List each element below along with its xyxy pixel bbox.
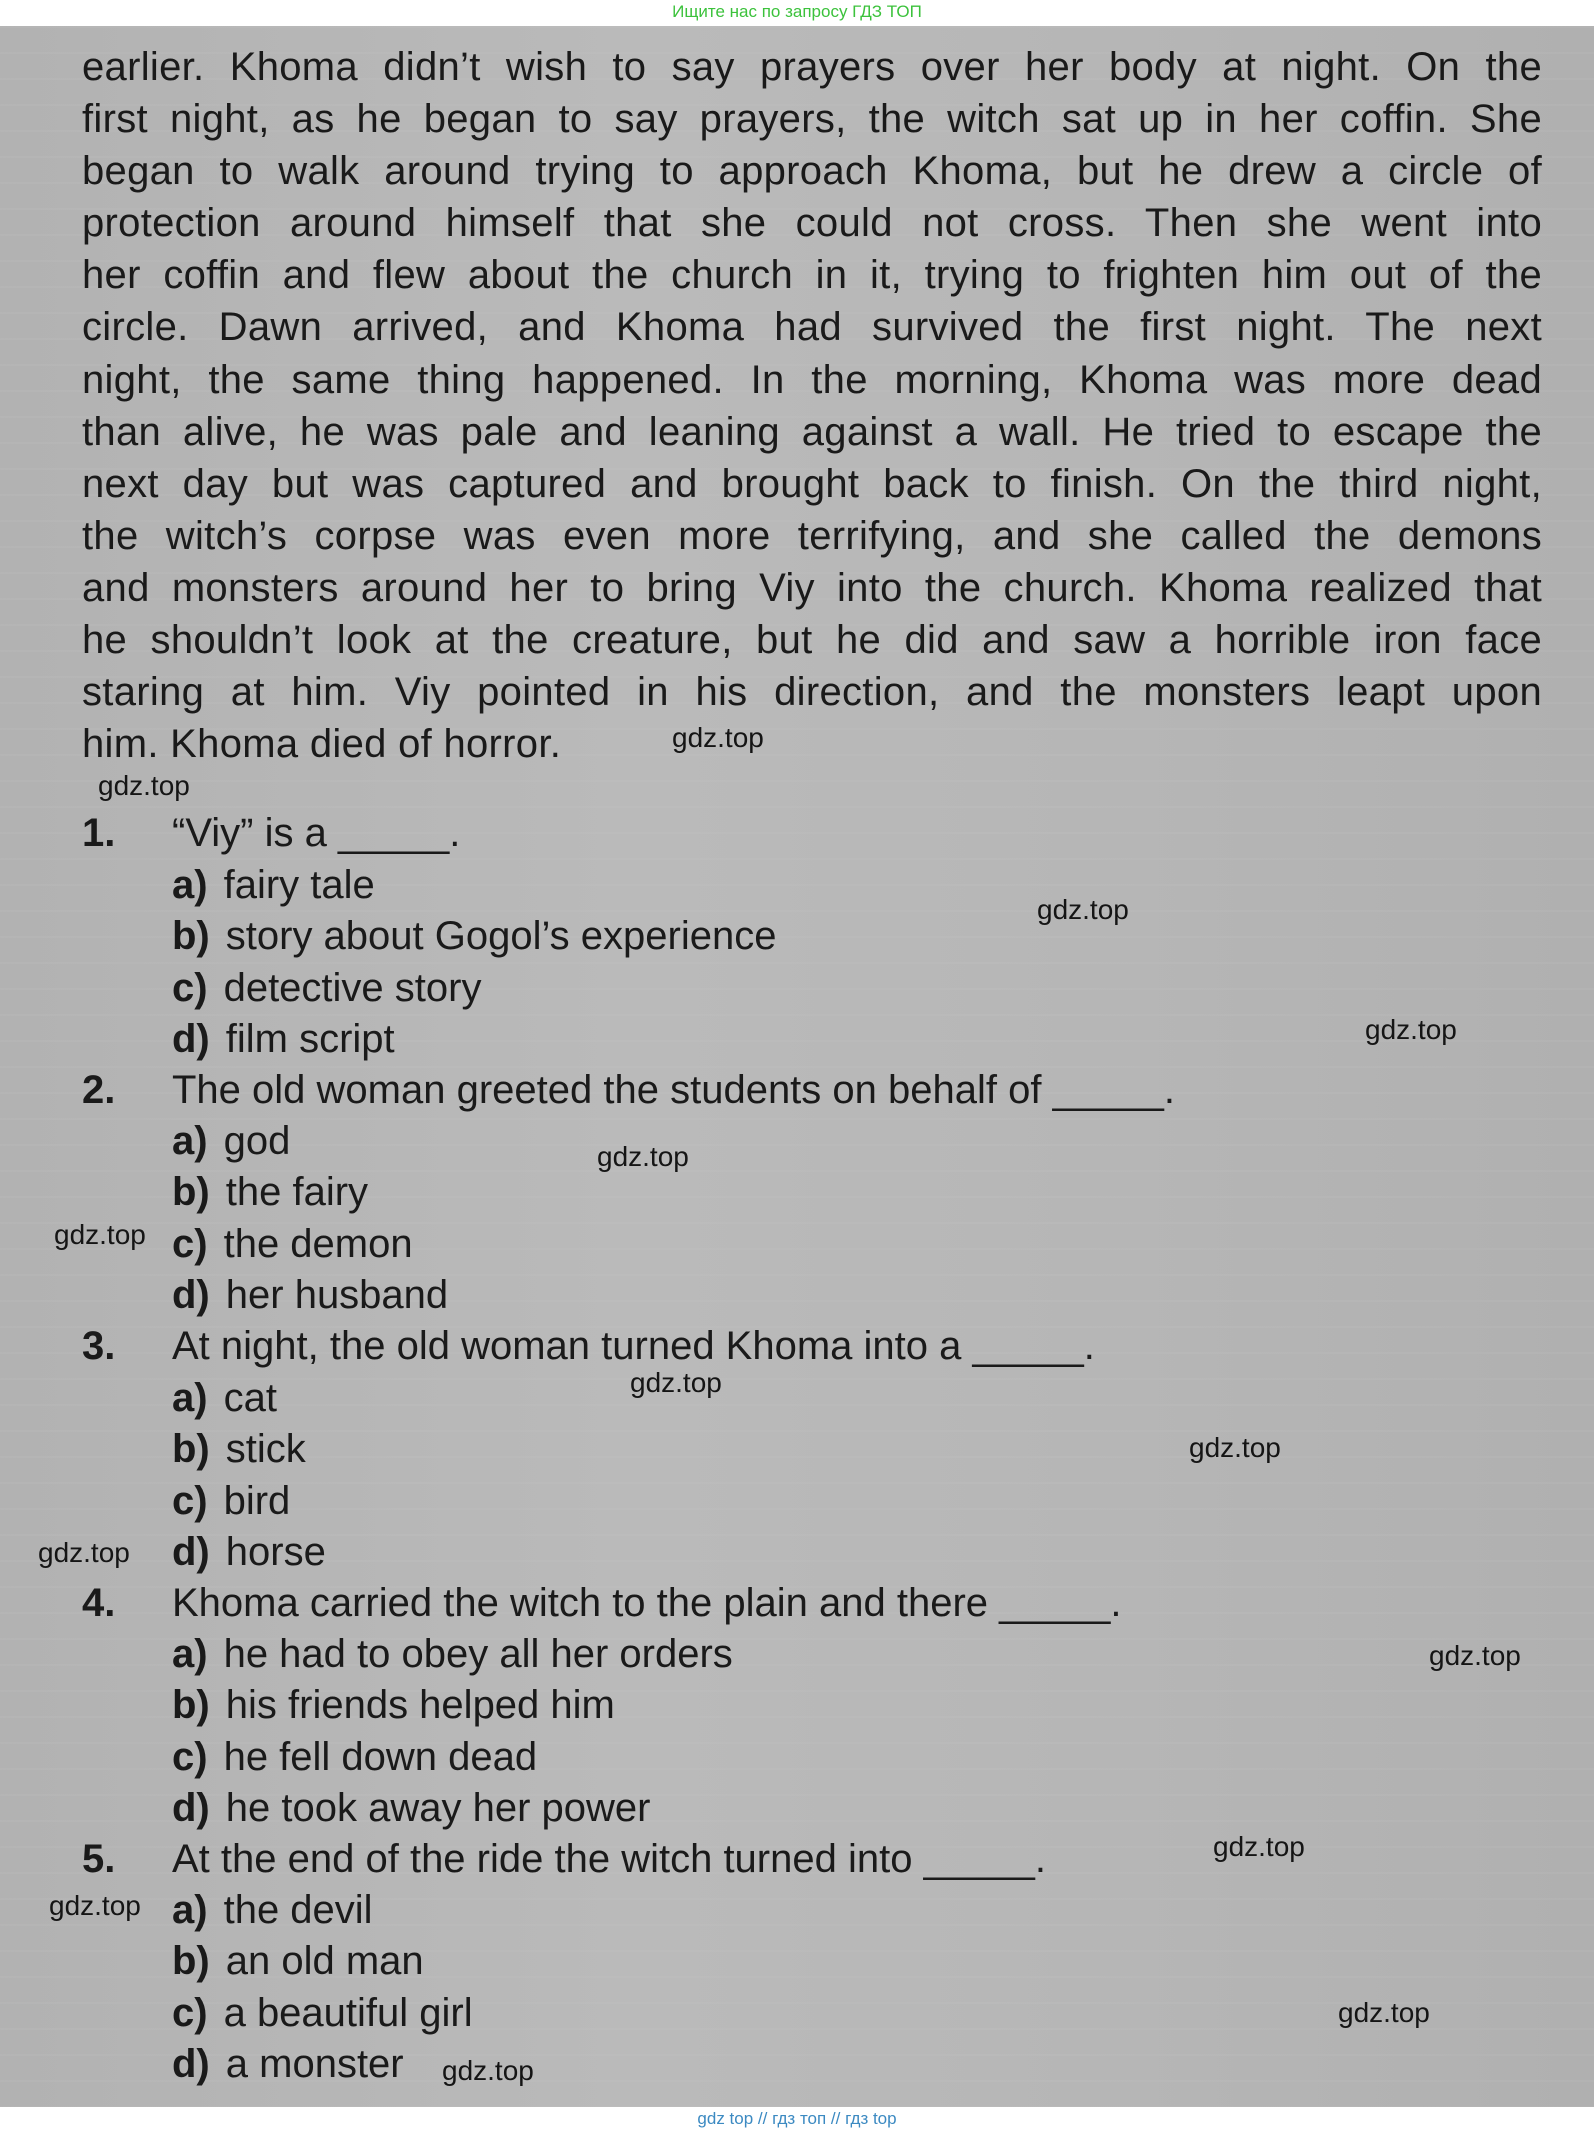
passage-line: circle. Dawn arrived, and Khoma had survived the first night. The next (82, 305, 1542, 350)
option-2b[interactable]: b) the fairy (172, 1170, 369, 1214)
question-text: “Viy” is a _____. (172, 811, 461, 855)
option-4a[interactable]: a) he had to obey all her orders (172, 1632, 733, 1676)
passage (82, 41, 1542, 770)
passage-line: her coffin and flew about the church in it, trying to frighten him out of the (82, 253, 1542, 298)
watermark: gdz.top (442, 2055, 534, 2086)
passage-line: staring at him. Viy pointed in his direction, and the monsters leapt upon (82, 670, 1542, 715)
option-1a[interactable]: a) fairy tale (172, 863, 375, 907)
passage-line: began to walk around trying to approach Khoma, but he drew a circle of (82, 149, 1542, 194)
passage-line: than alive, he was pale and leaning against a wall. He tried to escape the (82, 409, 1542, 454)
watermark: gdz.top (49, 1890, 141, 1921)
top-banner[interactable]: Ищите нас по запросу ГДЗ ТОП (0, 0, 1594, 26)
option-3c[interactable]: c) bird (172, 1479, 291, 1523)
watermark: gdz.top (54, 1219, 146, 1250)
passage-line: night, the same thing happened. In the morning, Khoma was more dead (82, 357, 1542, 402)
passage-line: next day but was captured and brought back to finish. On the third night, (82, 461, 1542, 506)
passage-line: he shouldn’t look at the creature, but he did and saw a horrible iron face (82, 618, 1542, 663)
question-text: The old woman greeted the students on behalf of _____. (172, 1068, 1175, 1112)
passage-line: first night, as he began to say prayers, the witch sat up in her coffin. She (82, 97, 1542, 142)
watermark: gdz.top (1365, 1014, 1457, 1045)
passage-line: the witch’s corpse was even more terrifying, and she called the demons (82, 513, 1542, 558)
watermark: gdz.top (1189, 1432, 1281, 1463)
option-1d[interactable]: d) film script (172, 1017, 395, 1061)
question-text: At night, the old woman turned Khoma into a _____. (172, 1324, 1095, 1368)
watermark: gdz.top (630, 1367, 722, 1398)
option-4b[interactable]: b) his friends helped him (172, 1683, 615, 1727)
option-2a[interactable]: a) god (172, 1119, 291, 1163)
option-1b[interactable]: b) story about Gogol’s experience (172, 914, 777, 958)
watermark: gdz.top (597, 1141, 689, 1172)
question-number: 2. (82, 1068, 116, 1112)
scanned-page (0, 26, 1594, 2107)
option-5d[interactable]: d) a monster (172, 2042, 404, 2086)
question-number: 1. (82, 811, 116, 855)
option-5c[interactable]: c) a beautiful girl (172, 1991, 473, 2035)
watermark: gdz.top (672, 722, 764, 753)
option-3d[interactable]: d) horse (172, 1530, 326, 1574)
bottom-banner[interactable]: gdz top // гдз топ // гдз top (0, 2107, 1594, 2131)
passage-line: protection around himself that she could not cross. Then she went into (82, 201, 1542, 246)
watermark: gdz.top (98, 770, 190, 801)
option-3a[interactable]: a) cat (172, 1376, 277, 1420)
option-4c[interactable]: c) he fell down dead (172, 1735, 538, 1779)
watermark: gdz.top (1338, 1997, 1430, 2028)
question-text: Khoma carried the witch to the plain and there _____. (172, 1581, 1122, 1625)
option-5a[interactable]: a) the devil (172, 1888, 373, 1932)
option-1c[interactable]: c) detective story (172, 966, 482, 1010)
passage-line: him. Khoma died of horror. (82, 722, 562, 767)
watermark: gdz.top (38, 1537, 130, 1568)
option-4d[interactable]: d) he took away her power (172, 1786, 651, 1830)
passage-line: earlier. Khoma didn’t wish to say prayers over her body at night. On the (82, 45, 1542, 89)
option-5b[interactable]: b) an old man (172, 1939, 424, 1983)
watermark: gdz.top (1213, 1831, 1305, 1862)
question-text: At the end of the ride the witch turned into _____. (172, 1837, 1046, 1881)
watermark: gdz.top (1429, 1640, 1521, 1671)
option-3b[interactable]: b) stick (172, 1427, 306, 1471)
watermark: gdz.top (1037, 894, 1129, 925)
option-2c[interactable]: c) the demon (172, 1222, 413, 1266)
passage-line: and monsters around her to bring Viy into the church. Khoma realized that (82, 565, 1542, 610)
option-2d[interactable]: d) her husband (172, 1273, 449, 1317)
question-number: 3. (82, 1324, 116, 1368)
question-number: 4. (82, 1581, 116, 1625)
question-number: 5. (82, 1837, 116, 1881)
